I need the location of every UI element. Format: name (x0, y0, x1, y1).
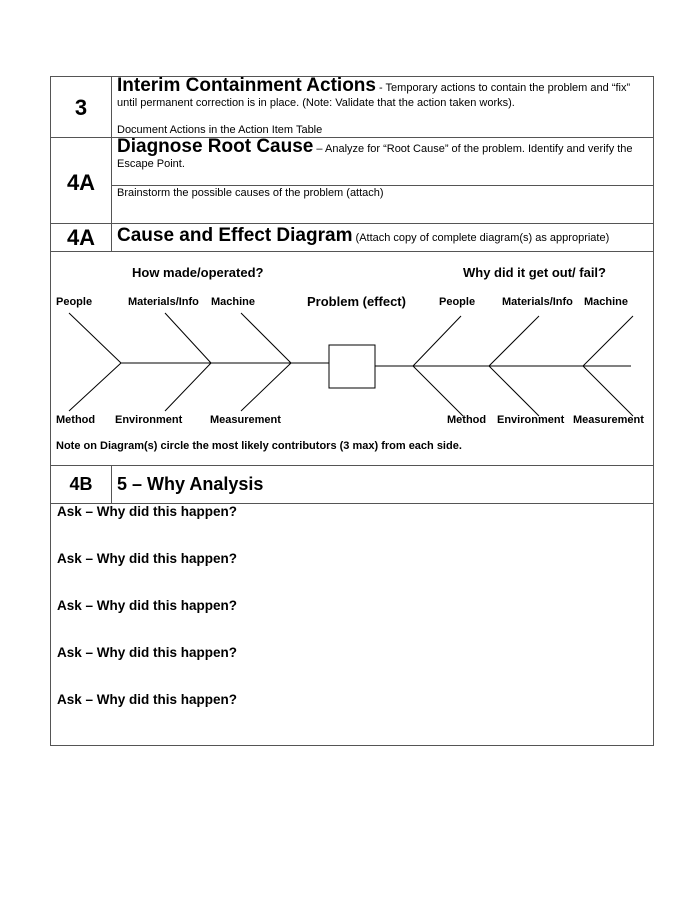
why-question: Ask – Why did this happen? (57, 598, 238, 613)
section-4a-diagram-number: 4A (66, 225, 96, 250)
right-heading: Why did it get out/ fail? (463, 265, 606, 280)
left-top-label: Machine (211, 296, 256, 308)
section-4a-title: Diagnose Root Cause (117, 136, 314, 157)
left-top-label: Materials/Info (128, 296, 199, 308)
left-top-label: People (56, 296, 93, 308)
section-3-title: Interim Containment Actions (117, 75, 376, 96)
right-bone-people (413, 316, 461, 366)
left-bone-measurement (241, 363, 291, 411)
section-3-description: - Temporary actions to contain the problem and “fix” until permanent correction is in place. (Note: Validate that the action taken works). (117, 82, 631, 109)
right-bottom-label: Environment (497, 414, 565, 426)
left-bottom-label: Measurement (210, 414, 281, 426)
why-question: Ask – Why did this happen? (57, 645, 238, 660)
section-4b-number: 4B (69, 474, 93, 494)
diagram-description: (Attach copy of complete diagram(s) as appropriate) (352, 232, 610, 244)
left-bottom-label: Method (56, 414, 96, 426)
right-bone-machine (583, 316, 633, 366)
section-4a-number: 4A (66, 170, 96, 195)
right-bottom-label: Method (447, 414, 487, 426)
fishbone-diagram (51, 77, 655, 465)
right-bottom-label: Measurement (573, 414, 644, 426)
right-top-label: Materials/Info (502, 296, 573, 308)
problem-label: Problem (effect) (307, 294, 406, 309)
why-question: Ask – Why did this happen? (57, 504, 238, 519)
section-3-note: Document Actions in the Action Item Table (117, 124, 323, 136)
left-bone-method (69, 363, 121, 411)
left-bone-people (69, 313, 121, 363)
right-bone-environment (489, 366, 539, 416)
corrective-action-form (50, 76, 654, 746)
section-4a-description: – Analyze for “Root Cause” of the problem. Identify and verify the Escape Point. (117, 143, 633, 170)
left-bone-materials (165, 313, 211, 363)
problem-box (329, 345, 375, 388)
section-4a-note: Brainstorm the possible causes of the problem (attach) (117, 187, 384, 199)
divider (111, 465, 112, 503)
why-question: Ask – Why did this happen? (57, 551, 238, 566)
left-bone-environment (165, 363, 211, 411)
right-bone-materials (489, 316, 539, 366)
right-bone-measurement (583, 366, 633, 416)
diagram-title: Cause and Effect Diagram (117, 225, 353, 246)
right-top-label: Machine (584, 296, 629, 308)
right-bone-method (413, 366, 463, 416)
left-heading: How made/operated? (132, 265, 264, 280)
section-3-number: 3 (74, 95, 88, 120)
right-top-label: People (439, 296, 476, 308)
divider (51, 465, 653, 466)
diagram-note: Note on Diagram(s) circle the most likely contributors (3 max) from each side. (56, 440, 462, 452)
left-bone-machine (241, 313, 291, 363)
why-question: Ask – Why did this happen? (57, 692, 238, 707)
left-bottom-label: Environment (115, 414, 183, 426)
section-4b-title: 5 – Why Analysis (117, 474, 264, 494)
